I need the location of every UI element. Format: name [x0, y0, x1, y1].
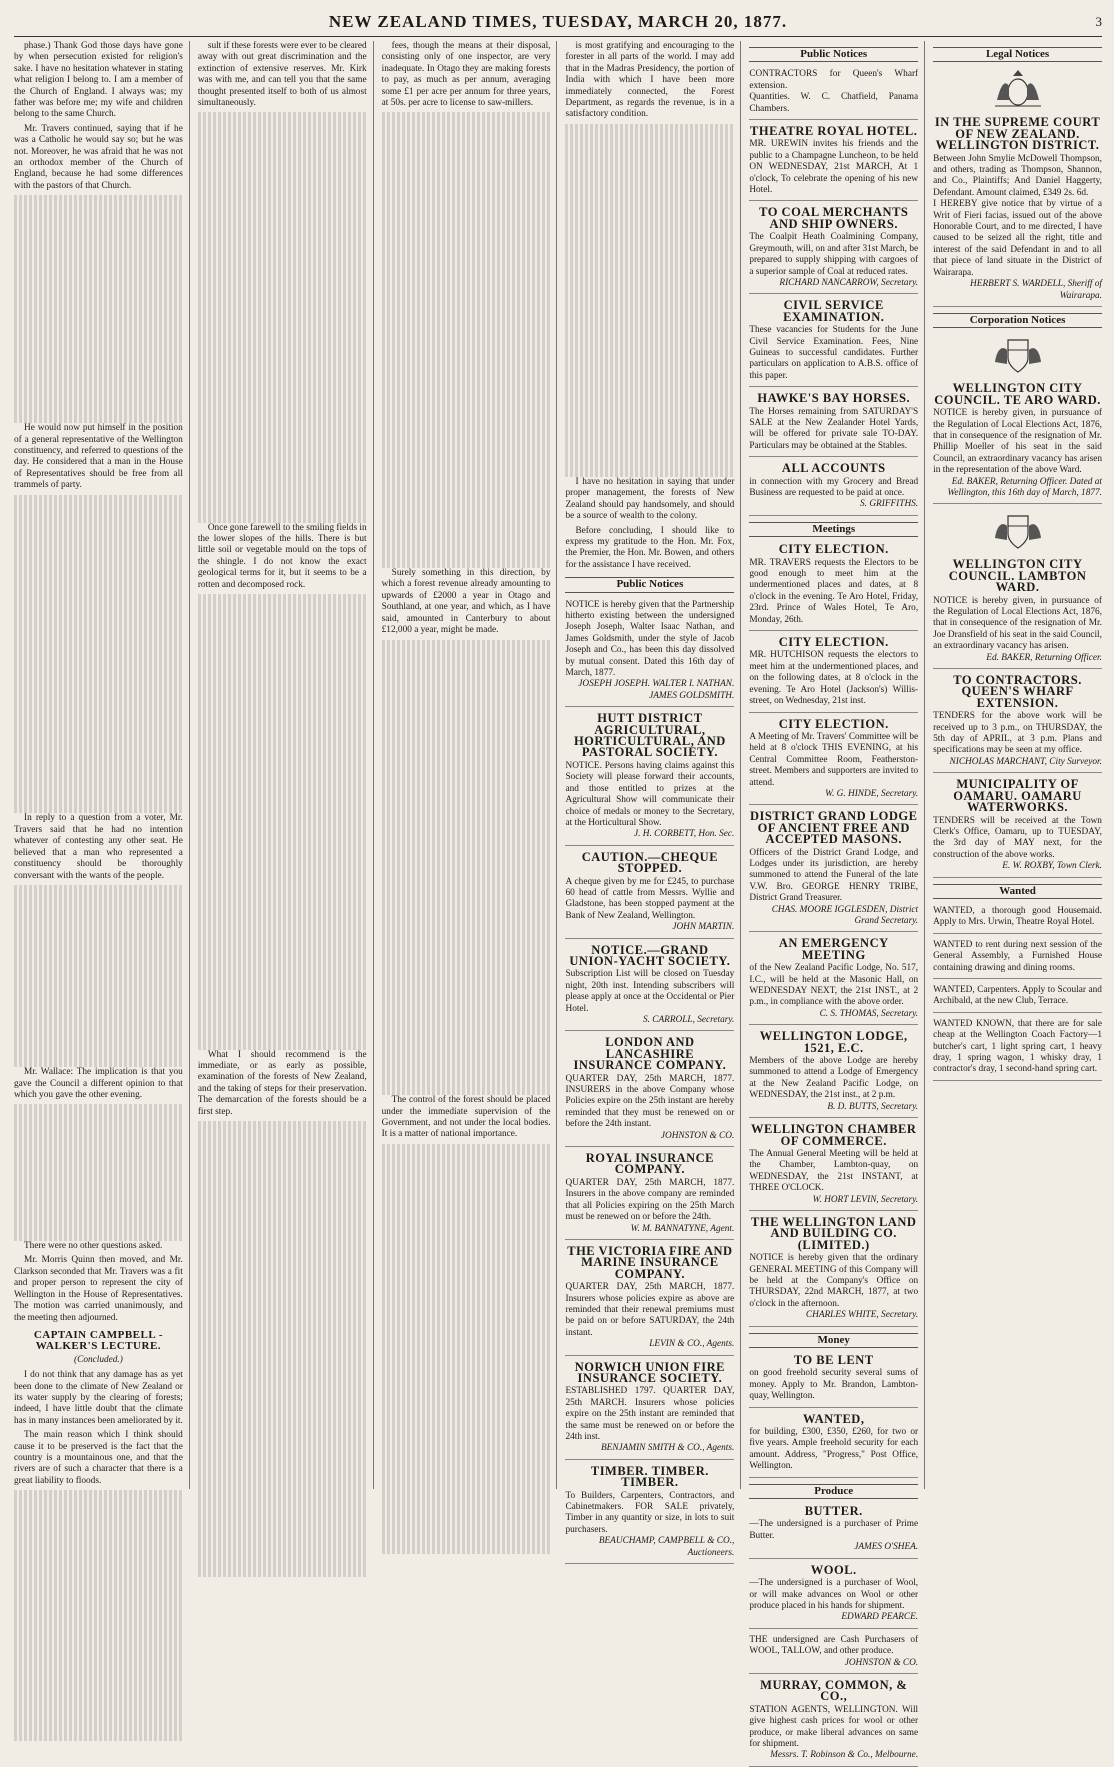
produce-cash-purchasers: [749, 1632, 918, 1674]
city-arms-icon: [983, 332, 1053, 376]
section-heading: Wanted: [933, 884, 1102, 899]
supreme-court-notice: [933, 114, 1102, 307]
notice-signature: W. M. BANNATYNE, Agent.: [630, 1223, 735, 1234]
column-1: [14, 41, 190, 1489]
notice-partnership: [565, 597, 734, 708]
notice-signature: BEAUCHAMP, CAMPBELL & CO., Auctioneers.: [598, 1536, 735, 1558]
notice-heading: TO BE LENT: [793, 1353, 874, 1367]
notice-body: NOTICE is hereby given, in pursuance of the Regulation of Local Elections Act, 1876, that in consequence of the resignation of Mr. Joe Dransfield of his seat in the said Council, an extraordinary vacancy has arisen.: [933, 595, 1102, 652]
notice-body: for building, £300, £350, £260, for two or five years. Ample freehold security for each amount. Address, "Progress," Post Office, Wellington.: [749, 1427, 919, 1472]
notice-heading: HAWKE'S BAY HORSES.: [757, 391, 911, 406]
notice-caution: [565, 849, 734, 939]
notice-body: A cheque given by me for £245, to purchase 60 head of cattle from Messrs. Wyllie and Gladstone, has been stopped payment at the Bank of New Zealand, Wellington.: [565, 876, 735, 921]
section-heading: Money: [749, 1333, 918, 1348]
notice-heading: TIMBER. TIMBER. TIMBER.: [590, 1463, 709, 1490]
notice-heading: THEATRE ROYAL HOTEL.: [750, 124, 918, 139]
notice-body: TENDERS for the above work will be received up to 3 p.m., on THURSDAY, the 5th day of APRIL, at 3 p.m. Plans and specifications may be seen at my office.: [933, 711, 1102, 756]
notice-norwich-union: [565, 1359, 734, 1460]
notice-detail: I HEREBY give notice that by virtue of a Writ of Fieri facias, issued out of the above Honorable Court, and to me directed, I have caused to be seized all the right, title and interest of the said Defendant in and to all that piece of land situate in the District of Wairarapa.: [933, 199, 1102, 278]
notice-body: Between John Smylie McDowell Thompson, and others, trading as Thompson, Shannon, and Co., Plaintiffs; And Daniel Haggerty, Defendant. Amount claimed, £349 2s. 6d.: [933, 153, 1102, 198]
page-number: 3: [1095, 14, 1102, 29]
notice-heading: CITY ELECTION.: [778, 542, 889, 557]
notice-body: NOTICE is hereby given that the Partnership hitherto existing between the undersigned Joseph Joseph, Walter Isaac Nathan, and James Goldsmith, under the style of Jacob Joseph and Co., has been this day dissolved by mutual consent. Dated this 16th day of March, 1877.: [565, 599, 735, 679]
text-block: [382, 640, 551, 1096]
notice-hawkes-bay: [749, 390, 918, 457]
notice-body: NOTICE is hereby given, in pursuance of the Regulation of Local Elections Act, 1876, that in consequence of the resignation of Mr. Phillip Moeller of his seat in the said Council, an extraordinary vacancy has arisen in the representation of the above Ward.: [933, 408, 1102, 476]
notice-signature: E. W. ROXBY, Town Clerk.: [1002, 861, 1102, 872]
notice-yacht-society: [565, 942, 734, 1032]
notice-signature: Ed. BAKER, Returning Officer.: [986, 652, 1102, 663]
notice-heading: WELLINGTON CITY COUNCIL. TE ARO WARD.: [934, 381, 1101, 407]
city-arms-icon: [983, 508, 1053, 552]
notice-accounts: [749, 460, 918, 516]
meeting-city-election: [749, 716, 918, 806]
notice-body: These vacancies for Students for the June Civil Service Examination. Fees, Nine Guineas to successful candidates. Further particulars on application to A.B.S. office of this paper.: [749, 325, 919, 381]
notice-body: QUARTER DAY, 25th MARCH, 1877. INSURERS in the above Company whose Policies expire on the 25th instant are hereby reminded that they must be renewed on or before the 24th instant.: [565, 1073, 735, 1130]
council-lambton-ward: [933, 556, 1102, 669]
article-paragraph: Mr. Travers continued, saying that if he was a Catholic he would say so; but he was not. Moreover, he was afraid that he was not an orthodox member of the Church of England, because he had some differences with the pastors of that Church.: [14, 123, 183, 191]
produce-butter: [749, 1503, 918, 1559]
text-block: [14, 1490, 183, 1741]
notice-timber: [565, 1463, 734, 1564]
notice-heading: MUNICIPALITY OF OAMARU. OAMARU WATERWORKS.: [953, 777, 1082, 815]
wanted-ad: [933, 903, 1102, 934]
wanted-ad: [933, 937, 1102, 979]
text-block: [14, 885, 183, 1067]
lecture-heading: CAPTAIN CAMPBELL - WALKER'S LECTURE.: [33, 1328, 164, 1353]
masthead: [14, 8, 1102, 37]
notice-heading: BUTTER.: [804, 1504, 863, 1519]
notice-body: STATION AGENTS, WELLINGTON. Will give highest cash prices for wool or other produce, or make liberal advances on same for shipment.: [749, 1704, 919, 1749]
notice-signature: JOHNSTON & CO.: [660, 1130, 735, 1141]
notice-body: Officers of the District Grand Lodge, and Lodges under its jurisdiction, are hereby summoned to attend the Funeral of the late V.W. Bro. GEORGE HENRY TRIBE, District Grand Treasurer.: [749, 847, 919, 904]
text-block: [198, 594, 367, 1050]
notice-heading: TO CONTRACTORS. QUEEN'S WHARF EXTENSION.: [953, 673, 1082, 710]
article-paragraph: is most gratifying and encouraging to the forester in all parts of the world. I may add that in the Madras Presidency, the portion of India with which I have been more immediately connected, the Forest Department, as regards the revenue, is in a satisfactory condition.: [565, 41, 735, 120]
notice-body: WANTED KNOWN, that there are for sale cheap at the Wellington Coach Factory—1 butcher's cart, 1 light spring cart, 1 heavy dray, 1 spring wagon, 1 whisky dray, 1 contractor's dray, 1 second-hand spring cart.: [933, 1018, 1102, 1075]
notice-body: NOTICE is hereby given that the ordinary GENERAL MEETING of this Company will be held at the Company's Office on THURSDAY, 22nd MARCH, 1877, at two o'clock in the afternoon.: [749, 1253, 919, 1309]
notice-body: WANTED to rent during next session of the General Assembly, a Furnished House containing drawing and dining rooms.: [933, 939, 1102, 973]
notice-body: Members of the above Lodge are hereby summoned to attend a Lodge of Emergency at the New Zealand Pacific Lodge, on WEDNESDAY, the 21st inst., at 2 p.m.: [749, 1056, 919, 1101]
notice-signature: C. S. THOMAS, Secretary.: [819, 1008, 919, 1019]
article-paragraph: The control of the forest should be placed under the immediate supervision of the Government, and not under the local bodies. It is a matter of national importance.: [381, 1095, 551, 1140]
notice-signature: W. HORT LEVIN, Secretary.: [812, 1194, 919, 1205]
notice-body: MR. HUTCHISON requests the electors to meet him at the undermentioned places, and on the following dates, at 8 o'clock in the evening. Te Aro Hotel (Jackson's) Willis-street, on Wednesday, 21st inst.: [749, 650, 919, 707]
produce-wool: [749, 1562, 918, 1629]
notice-signature: EDWARD PEARCE.: [841, 1612, 919, 1623]
notice-body: QUARTER DAY, 25th MARCH, 1877. Insurers whose policies expire as above are reminded that their renewal premiums must be paid on or before SATURDAY, the 24th instant.: [565, 1282, 735, 1338]
notice-signature: W. G. HINDE, Secretary.: [825, 788, 919, 799]
notice-signature: S. GRIFFITHS.: [860, 499, 919, 510]
notice-signature: Messrs. T. Robinson & Co., Melbourne.: [770, 1750, 919, 1761]
article-paragraph: Once gone farewell to the smiling fields in the lower slopes of the hills. There is but little soil or vegetable mould on the tops of the shingle. I do not know the exact geological terms for it, but it seems to be a rotten and decomposed rock.: [197, 522, 367, 590]
notice-heading: WOOL.: [810, 1562, 857, 1577]
notice-heading: LONDON AND LANCASHIRE INSURANCE COMPANY.: [573, 1035, 727, 1073]
article-paragraph: In reply to a question from a voter, Mr. Travers said that he had no intention whatever of contesting any other seat. He believed that a man who represented a constituency should be thoroughly conversant with the wants of the people.: [14, 813, 183, 881]
wanted-ad: [933, 1016, 1102, 1081]
lecture-subheading: (Concluded.): [74, 1354, 123, 1365]
text-block: [14, 195, 183, 423]
article-paragraph: Before concluding, I should like to express my gratitude to the Hon. Mr. Fox, the Premier, the Hon. Mr. Bowen, and others for the assistance I have received.: [565, 525, 735, 570]
article-paragraph: fees, though the means at their disposal, consisting only of one inspector, are very inadequate. In Otago they are making forests to pay, as much as per annum, averaging some £1 per acre per annum for three years, at 50s. per acre to license to saw-millers.: [381, 41, 551, 109]
notice-heading: DISTRICT GRAND LODGE OF ANCIENT FREE AND ACCEPTED MASONS.: [750, 809, 918, 847]
column-5: [749, 41, 925, 1761]
notice-signature: JOSEPH JOSEPH. WALTER I. NATHAN. JAMES GOLDSMITH.: [578, 679, 735, 701]
text-block: [565, 124, 734, 477]
notice-body: —The undersigned is a purchaser of Prime Butter.: [749, 1519, 919, 1541]
wanted-ad: [933, 982, 1102, 1013]
notice-signature: LEVIN & CO., Agents.: [649, 1339, 735, 1350]
notice-signature: HERBERT S. WARDELL, Sheriff of Wairarapa.: [970, 279, 1102, 301]
text-block: [14, 1104, 183, 1241]
section-heading: Produce: [749, 1484, 918, 1499]
notice-body: WANTED, Carpenters. Apply to Scoular and Archibald, at the new Club, Terrace.: [933, 984, 1102, 1007]
article-paragraph: There were no other questions asked.: [24, 1241, 163, 1252]
notice-civil-service: [749, 297, 918, 387]
text-block: [198, 1121, 367, 1577]
text-block: [382, 1144, 551, 1554]
notice-heading: WANTED,: [802, 1411, 865, 1426]
notice-signature: JOHNSTON & CO.: [844, 1657, 919, 1668]
text-block: [198, 112, 367, 522]
notice-heading: THE WELLINGTON LAND AND BUILDING CO. (LIMITED.): [751, 1214, 917, 1252]
tender-queens-wharf: [933, 672, 1102, 773]
notice-signature: S. CARROLL, Secretary.: [642, 1015, 735, 1026]
notice-heading: WELLINGTON CITY COUNCIL. LAMBTON WARD.: [948, 557, 1087, 595]
article-paragraph: Mr. Wallace: The implication is that you gave the Council a different opinion to that which you gave the other evening.: [14, 1067, 183, 1100]
notice-body: MR. UREWIN invites his friends and the public to a Champagne Luncheon, to be held ON WEDNESDAY, 21st MARCH, At 1 o'clock, To celebrate the opening of his new Hotel.: [749, 139, 919, 196]
notice-theatre-royal: [749, 123, 918, 201]
meeting-emergency: [749, 935, 918, 1025]
columns: [14, 41, 1102, 1761]
notice-heading: ALL ACCOUNTS: [781, 461, 886, 476]
notice-heading: THE undersigned are Cash Purchasers of WOOL, TALLOW, and other produce.: [749, 1634, 919, 1657]
tender-oamaru-waterworks: [933, 776, 1102, 877]
article-paragraph: phase.) Thank God those days have gone by when persecution existed for religion's sake. I have no hesitation whatever in stating what religion I belong to. I am a member of the Church of England. I always was; my father was before me; my wife and children belong to the same Church.: [14, 41, 183, 120]
meeting-chamber-commerce: [749, 1121, 918, 1211]
article-paragraph: I have no hesitation in saying that under proper management, the forests of New Zealand should pay handsomely, and should be a source of wealth to the colony.: [565, 476, 735, 522]
notice-heading: CITY ELECTION.: [778, 716, 889, 731]
royal-crest-icon: [983, 66, 1053, 110]
section-heading: Corporation Notices: [933, 313, 1102, 328]
article-paragraph: Mr. Morris Quinn then moved, and Mr. Clarkson seconded that Mr. Travers was a fit and proper person to represent the city of Wellington in the House of Representatives. The motion was carried unanimously, and the meeting then adjourned.: [14, 1255, 183, 1323]
notice-body: Subscription List will be closed on Tuesday night, 20th inst. Intending subscribers will please apply at once at the Occidental or Pier Hotel.: [565, 969, 735, 1014]
notice-signature: JOHN MARTIN.: [672, 922, 735, 933]
notice-signature: J. H. CORBETT, Hon. Sec.: [634, 829, 735, 840]
notice-contractors: [749, 66, 918, 120]
section-heading: Legal Notices: [933, 47, 1102, 62]
notice-signature: Ed. BAKER, Returning Officer. Dated at Wellington, this 16th day of March, 1877.: [947, 476, 1102, 498]
notice-body: in connection with my Grocery and Bread Business are requested to be paid at once.: [749, 476, 919, 498]
notice-body: —The undersigned is a purchaser of Wool, or will make advances on Wool or other produce placed in his hands for shipment.: [749, 1578, 919, 1611]
notice-victoria-insurance: [565, 1243, 734, 1356]
text-block: [382, 112, 551, 568]
page-title: NEW ZEALAND TIMES, TUESDAY, MARCH 20, 1877.: [328, 12, 788, 31]
notice-heading: IN THE SUPREME COURT OF NEW ZEALAND. WELLINGTON DISTRICT.: [934, 115, 1101, 153]
notice-heading: CITY ELECTION.: [778, 635, 889, 650]
notice-body: QUARTER DAY, 25th MARCH, 1877. Insurers in the above company are reminded that all Policies expiring on the 25th March must be renewed on or before the 24th.: [565, 1177, 735, 1223]
notice-royal-insurance: [565, 1150, 734, 1240]
notice-body: TENDERS will be received at the Town Clerk's Office, Oamaru, up to TUESDAY, the 3rd day of MAY next, for the construction of the above works.: [933, 815, 1102, 860]
notice-body: A Meeting of Mr. Travers' Committee will be held at 8 o'clock THIS EVENING, at his Central Committee Room, Featherston-street. Members and supporters are invited to attend.: [749, 731, 919, 788]
notice-heading: WELLINGTON CHAMBER OF COMMERCE.: [751, 1122, 917, 1148]
article-paragraph: Surely something in this direction, by which a forest revenue already amounting to upwards of £2000 a year in Otago and Southland, at one year, and which, as I have said, amounted in Canterbury to about £12,000 a year, might be made.: [381, 568, 551, 636]
notice-body: of the New Zealand Pacific Lodge, No. 517, I.C., will be held at the Masonic Hall, on WEDNESDAY NEXT, the 21st INST., at 2 p.m., in compliance with the above order.: [749, 963, 919, 1008]
notice-body: Quantities. W. C. Chatfield, Panama Chambers.: [749, 92, 919, 114]
notice-signature: CHARLES WHITE, Secretary.: [805, 1310, 919, 1321]
meeting-city-election: [749, 634, 918, 712]
section-heading: Public Notices: [565, 577, 734, 592]
notice-signature: CHAS. MOORE IGGLESDEN, District Grand Secretary.: [771, 904, 919, 926]
section-heading: Meetings: [749, 522, 918, 537]
text-block: [14, 495, 183, 814]
notice-signature: BENJAMIN SMITH & CO., Agents.: [600, 1443, 735, 1454]
council-te-aro-ward: [933, 380, 1102, 504]
notice-heading: CAUTION.—CHEQUE STOPPED.: [581, 849, 719, 876]
column-2: [198, 41, 374, 1489]
article-paragraph: What I should recommend is the immediate, or as early as possible, examination of the forests of New Zealand, and the taking of steps for their preservation. The demarcation of the forests should be a first step.: [197, 1049, 367, 1117]
notice-body: MR. TRAVERS requests the Electors to be good enough to meet him at the undermentioned places and dates, at 8 o'clock in the evening. Te Aro Hotel, Friday, 23rd. Prince of Wales Hotel, Te Aro, Monday, 26th.: [749, 557, 919, 625]
section-heading: Public Notices: [749, 47, 918, 62]
article-paragraph: sult if these forests were ever to be cleared away with out great discrimination and the extinction of extensive reserves. Mr. Kirk was with me, and can tell you that the same thought presented itself to both of us almost simultaneously.: [197, 41, 367, 109]
meeting-land-building: [749, 1214, 918, 1327]
notice-body: The Annual General Meeting will be held at the Chamber, Lambton-quay, on WEDNESDAY, the 21st INSTANT, at THREE O'CLOCK.: [749, 1148, 919, 1194]
notice-body: NOTICE. Persons having claims against this Society will please forward their accounts, and those entitled to prizes at the Agricultural Show will communicate their choice of medals or money to the Secretary, at the Horticultural Show.: [565, 760, 735, 828]
notice-heading: CIVIL SERVICE EXAMINATION.: [783, 298, 885, 324]
notice-signature: B. D. BUTTS, Secretary.: [827, 1101, 919, 1112]
notice-heading: WELLINGTON LODGE, 1521, E.C.: [759, 1029, 908, 1055]
column-4: [565, 41, 741, 1558]
notice-heading: NOTICE.—GRAND UNION-YACHT SOCIETY.: [569, 942, 731, 968]
notice-london-lancashire: [565, 1034, 734, 1147]
meeting-grand-lodge: [749, 808, 918, 932]
notice-hutt-society: [565, 710, 734, 845]
notice-heading: MURRAY, COMMON, & CO.,: [760, 1677, 908, 1704]
meeting-wellington-lodge: [749, 1028, 918, 1118]
money-wanted: [749, 1411, 918, 1478]
article-paragraph: He would now put himself in the position of a general representative of the Wellington constituency, and referred to questions of the day. He considered that a man in the House of Representatives should be free from all trammels of party.: [14, 423, 183, 491]
article-paragraph: The main reason which I think should cause it to be preserved is the fact that the country is a mountainous one, and that the rivers are of such a character that there is a great liability to floods.: [14, 1430, 183, 1486]
notice-heading: THE VICTORIA FIRE AND MARINE INSURANCE COMPANY.: [567, 1243, 733, 1281]
meeting-city-election: [749, 541, 918, 631]
notice-heading: HUTT DISTRICT AGRICULTURAL, HORTICULTURAL, AND PASTORAL SOCIETY.: [573, 711, 726, 760]
money-to-lend: [749, 1352, 918, 1408]
column-6: [933, 41, 1102, 1489]
notice-signature: JAMES O'SHEA.: [854, 1542, 919, 1553]
notice-heading: NORWICH UNION FIRE INSURANCE SOCIETY.: [574, 1359, 726, 1385]
notice-heading: CONTRACTORS for Queen's Wharf extension.: [749, 69, 919, 91]
notice-body: WANTED, a thorough good Housemaid. Apply to Mrs. Urwin, Theatre Royal Hotel.: [933, 905, 1102, 928]
article-paragraph: I do not think that any damage has as yet been done to the climate of New Zealand or its water supply by the clearing of forests; indeed, I have little doubt that the climate has in many instances been ameliorated by it.: [14, 1370, 183, 1426]
notice-body: The Coalpit Heath Coalmining Company, Greymouth, will, on and after 31st March, be prepared to supply shipping with cargoes of a superior sample of Coal at reduced rates.: [749, 232, 919, 277]
notice-body: To Builders, Carpenters, Contractors, and Cabinetmakers. FOR SALE privately, Timber in any quantity or size, in lots to suit purchasers.: [565, 1490, 735, 1535]
notice-coal: [749, 204, 918, 294]
notice-body: on good freehold security several sums of money. Apply to Mr. Brandon, Lambton-quay, Wellington.: [749, 1368, 919, 1402]
column-3: [382, 41, 558, 1489]
notice-body: ESTABLISHED 1797. QUARTER DAY, 25th MARCH. Insurers whose policies expire on the 25th instant are reminded that the same must be renewed on or before the 24th inst.: [565, 1386, 735, 1443]
notice-signature: NICHOLAS MARCHANT, City Surveyor.: [949, 756, 1102, 767]
notice-signature: RICHARD NANCARROW, Secretary.: [779, 277, 919, 288]
notice-heading: AN EMERGENCY MEETING: [778, 936, 889, 962]
notice-heading: TO COAL MERCHANTS AND SHIP OWNERS.: [759, 205, 909, 231]
produce-murray: [749, 1677, 918, 1767]
notice-body: The Horses remaining from SATURDAY'S SALE at the New Zealander Hotel Yards, will be offered for private sale TO-DAY. Particulars may be obtained at the Stables.: [749, 406, 919, 451]
notice-heading: ROYAL INSURANCE COMPANY.: [585, 1151, 715, 1177]
